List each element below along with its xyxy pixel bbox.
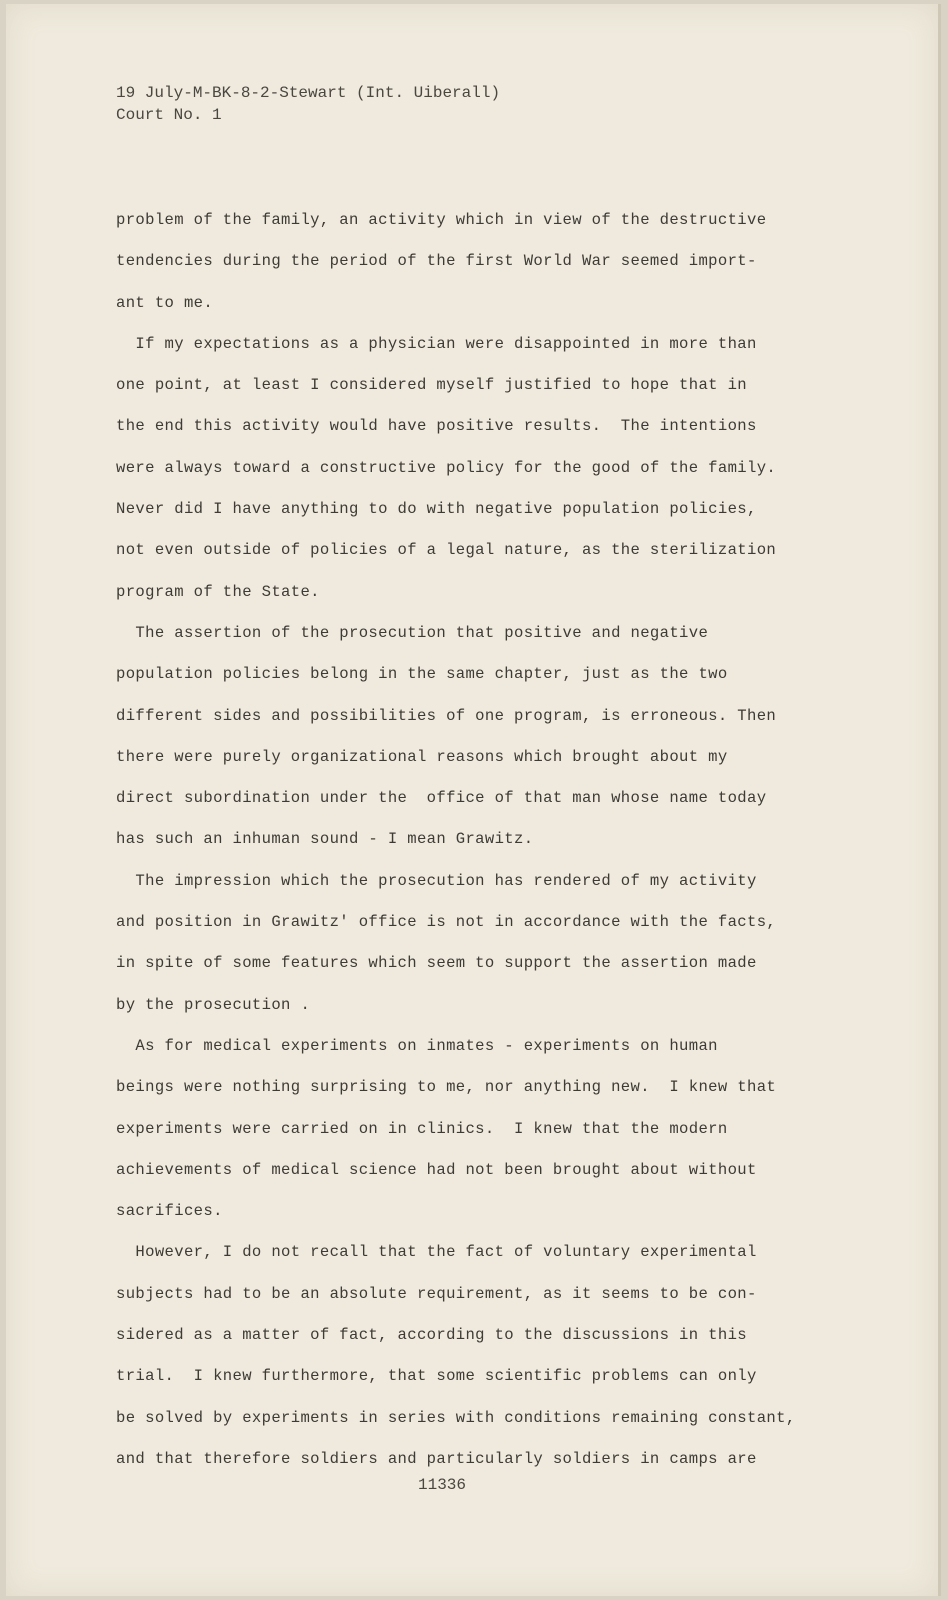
text-line: program of the State. <box>116 582 320 601</box>
text-line: not even outside of policies of a legal nature, as the sterilization <box>116 541 777 560</box>
text-line: in spite of some features which seem to support the assertion made <box>116 954 757 973</box>
text-line: the end this activity would have positive results. The intentions <box>116 417 757 436</box>
text-line: experiments were carried on in clinics. I knew that the modern <box>116 1119 728 1138</box>
text-line: trial. I knew furthermore, that some scientific problems can only <box>116 1367 757 1386</box>
text-line: The assertion of the prosecution that positive and negative <box>116 623 709 642</box>
testimony-body <box>116 200 836 1480</box>
text-line: achievements of medical science had not been brought about without <box>116 1160 757 1179</box>
text-line: tendencies during the period of the first World War seemed import- <box>116 252 757 271</box>
text-line: beings were nothing surprising to me, nor anything new. I knew that <box>116 1078 777 1097</box>
text-line: problem of the family, an activity which in view of the destructive <box>116 211 767 229</box>
text-line: subjects had to be an absolute requirement, as it seems to be con- <box>116 1284 757 1303</box>
text-line: sidered as a matter of fact, according to the discussions in this <box>116 1326 748 1345</box>
text-line: However, I do not recall that the fact of voluntary experimental <box>116 1243 757 1262</box>
text-line: one point, at least I considered myself justified to hope that in <box>116 376 748 395</box>
text-line: were always toward a constructive policy for the good of the family. <box>116 458 777 477</box>
text-line: and position in Grawitz' office is not in accordance with the facts, <box>116 913 777 932</box>
text-line: ant to me. <box>116 293 214 312</box>
text-line: As for medical experiments on inmates - experiments on human <box>116 1036 718 1055</box>
text-line: The impression which the prosecution has rendered of my activity <box>116 871 757 890</box>
document-header <box>116 82 500 126</box>
text-line: and that therefore soldiers and particularly soldiers in camps are <box>116 1449 757 1468</box>
text-line: there were purely organizational reasons which brought about my <box>116 747 728 766</box>
header-session-line: 19 July-M-BK-8-2-Stewart (Int. Uiberall) <box>116 84 501 102</box>
page-number: 11336 <box>418 1476 467 1494</box>
text-line: Never did I have anything to do with negative population policies, <box>116 500 757 519</box>
text-line: sacrifices. <box>116 1202 223 1221</box>
header-court-line: Court No. 1 <box>116 106 222 124</box>
text-line: If my expectations as a physician were disappointed in more than <box>116 334 757 353</box>
text-line: by the prosecution . <box>116 995 311 1014</box>
text-line: be solved by experiments in series with conditions remaining constant, <box>116 1408 796 1427</box>
text-line: has such an inhuman sound - I mean Grawitz. <box>116 830 534 849</box>
text-line: different sides and possibilities of one program, is erroneous. Then <box>116 706 777 725</box>
text-line: population policies belong in the same chapter, just as the two <box>116 665 728 684</box>
text-line: direct subordination under the office of that man whose name today <box>116 789 767 808</box>
document-page <box>6 4 941 1596</box>
